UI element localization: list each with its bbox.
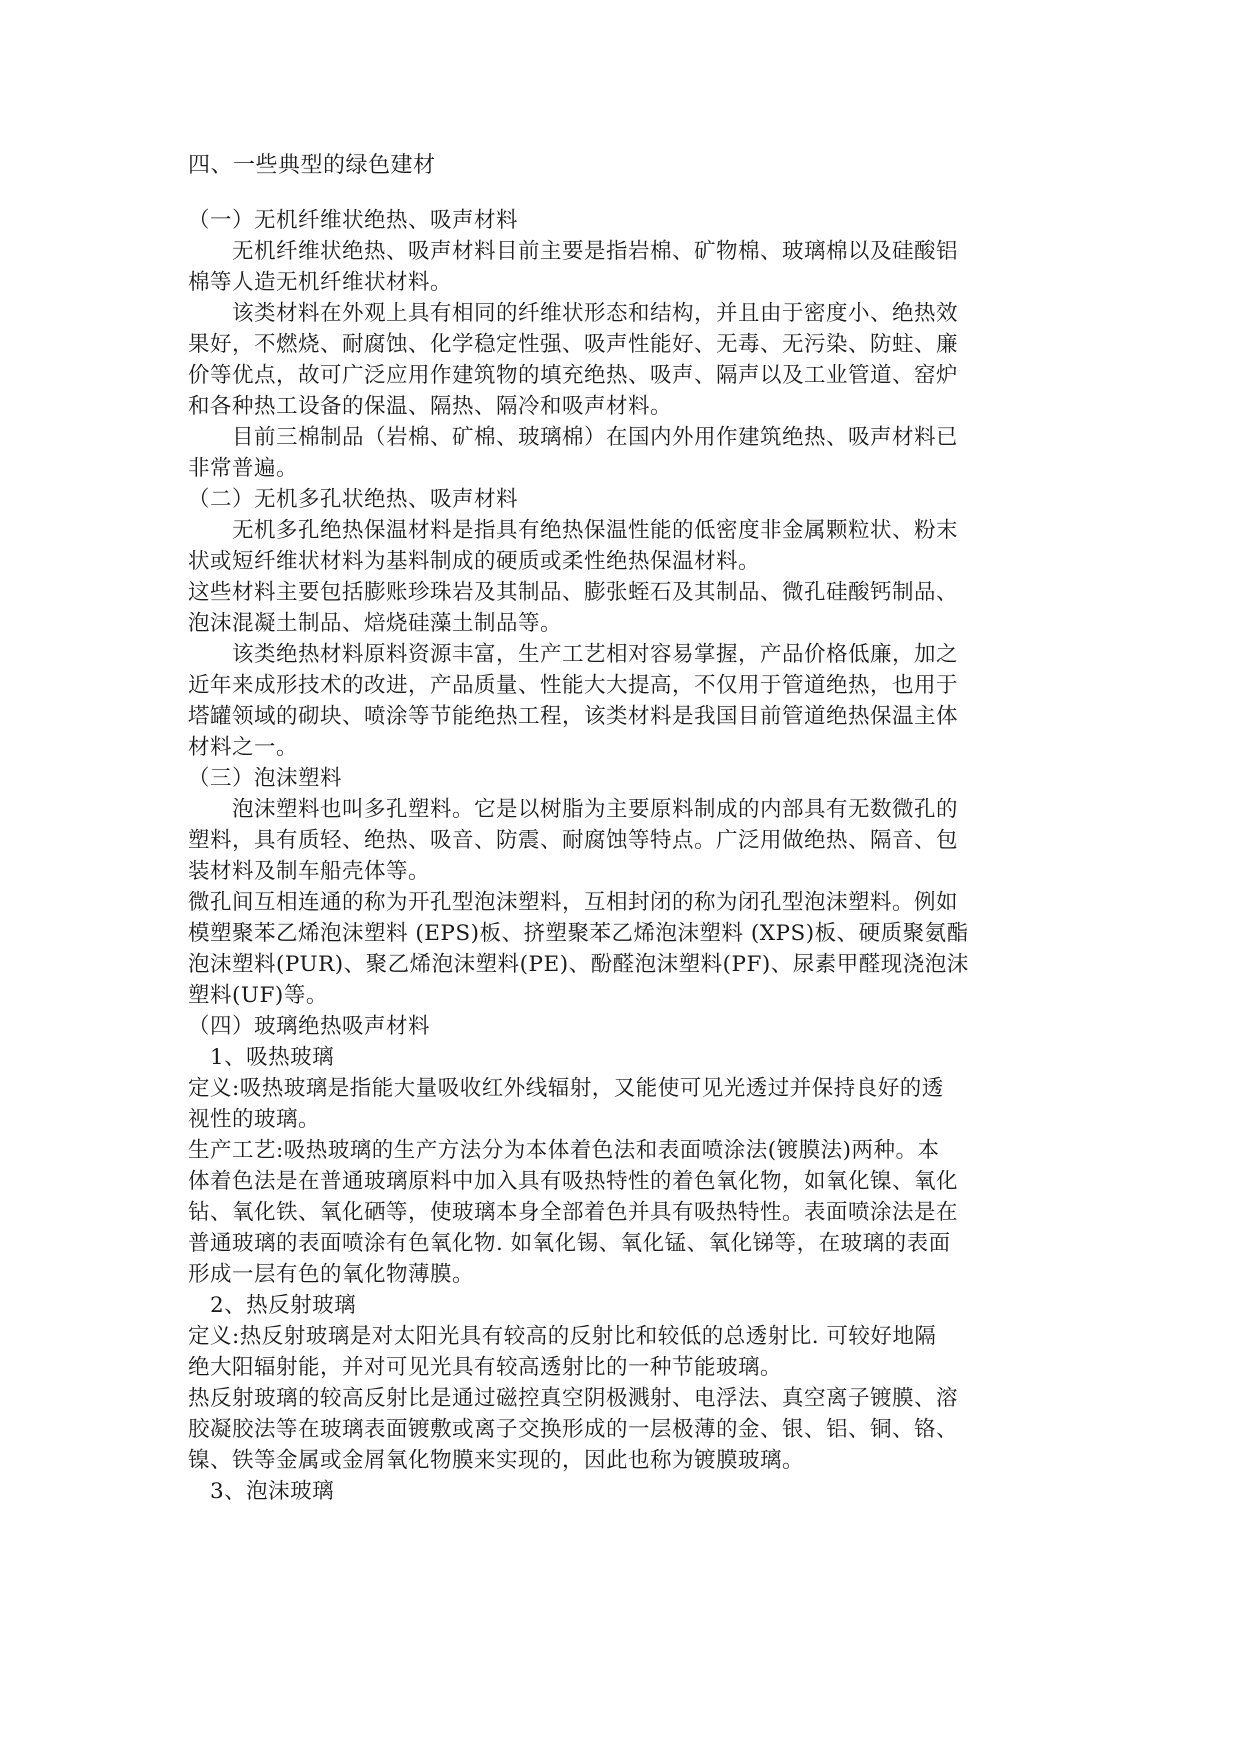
paragraph-line: 微孔间互相连通的称为开孔型泡沫塑料，互相封闭的称为闭孔型泡沫塑料。例如 <box>188 890 959 915</box>
paragraph-line: 状或短纤维状材料为基料制成的硬质或柔性绝热保温材料。 <box>188 549 761 574</box>
paragraph-line: 目前三棉制品（岩棉、矿棉、玻璃棉）在国内外用作建筑绝热、吸声材料已 <box>188 425 959 450</box>
subsection-heading-3: （三）泡沫塑料 <box>188 766 343 791</box>
paragraph-line: 材料之一。 <box>188 735 299 760</box>
paragraph-line: 普通玻璃的表面喷涂有色氧化物. 如氧化锡、氧化锰、氧化锑等，在玻璃的表面 <box>188 1231 951 1256</box>
subsection-heading-2: （二）无机多孔状绝热、吸声材料 <box>188 487 519 512</box>
paragraph-line: 和各种热工设备的保温、隔热、隔冷和吸声材料。 <box>188 394 673 419</box>
paragraph-line: 镍、铁等金属或金屑氧化物膜来实现的，因此也称为镀膜玻璃。 <box>188 1448 805 1473</box>
paragraph-line: 棉等人造无机纤维状材料。 <box>188 270 453 295</box>
paragraph-line: 塔罐领域的砌块、喷涂等节能绝热工程，该类材料是我国目前管道绝热保温主体 <box>188 704 959 729</box>
paragraph-line: 该类绝热材料原料资源丰富，生产工艺相对容易掌握，产品价格低廉，加之 <box>188 642 959 667</box>
paragraph-line: 无机纤维状绝热、吸声材料目前主要是指岩棉、矿物棉、玻璃棉以及硅酸铝 <box>188 239 959 264</box>
paragraph-line: 这些材料主要包括膨账珍珠岩及其制品、膨张蛭石及其制品、微孔硅酸钙制品、 <box>188 580 959 605</box>
paragraph-line: 泡沫塑料(PUR)、聚乙烯泡沫塑料(PE)、酚醛泡沫塑料(PF)、尿素甲醛现浇泡沫 <box>188 952 969 977</box>
paragraph-line: 塑料(UF)等。 <box>188 983 328 1008</box>
paragraph-line: 塑料，具有质轻、绝热、吸音、防震、耐腐蚀等特点。广泛用做绝热、隔音、包 <box>188 828 959 853</box>
paragraph-line: 该类材料在外观上具有相同的纤维状形态和结构，并且由于密度小、绝热效 <box>188 301 959 326</box>
paragraph-line: 定义:热反射玻璃是对太阳光具有较高的反射比和较低的总透射比. 可较好地隔 <box>188 1324 937 1349</box>
blank-line <box>188 181 1058 205</box>
paragraph-line: 生产工艺:吸热玻璃的生产方法分为本体着色法和表面喷涂法(镀膜法)两种。本 <box>188 1138 940 1163</box>
paragraph-line: 模塑聚苯乙烯泡沫塑料 (EPS)板、挤塑聚苯乙烯泡沫塑料 (XPS)板、硬质聚氨酯 <box>188 921 969 946</box>
paragraph-line: 泡沫混凝土制品、焙烧硅藻土制品等。 <box>188 611 563 636</box>
paragraph-line: 近年来成形技术的改进，产品质量、性能大大提高，不仅用于管道绝热，也用于 <box>188 673 959 698</box>
document-body <box>188 150 1058 1507</box>
paragraph-line: 果好，不燃烧、耐腐蚀、化学稳定性强、吸声性能好、无毒、无污染、防蛀、廉 <box>188 332 959 357</box>
item-heading-2: 2、热反射玻璃 <box>188 1293 357 1318</box>
paragraph-line: 无机多孔绝热保温材料是指具有绝热保温性能的低密度非金属颗粒状、粉末 <box>188 518 959 543</box>
paragraph-line: 泡沫塑料也叫多孔塑料。它是以树脂为主要原料制成的内部具有无数微孔的 <box>188 797 959 822</box>
paragraph-line: 视性的玻璃。 <box>188 1107 321 1132</box>
paragraph-line: 定义:吸热玻璃是指能大量吸收红外线辐射，又能使可见光透过并保持良好的透 <box>188 1076 944 1101</box>
section-title: 四、一些典型的绿色建材 <box>188 153 436 178</box>
paragraph-line: 热反射玻璃的较高反射比是通过磁控真空阴极溅射、电浮法、真空离子镀膜、溶 <box>188 1386 959 1411</box>
paragraph-line: 体着色法是在普通玻璃原料中加入具有吸热特性的着色氧化物，如氧化镍、氧化 <box>188 1169 959 1194</box>
subsection-heading-1: （一）无机纤维状绝热、吸声材料 <box>188 208 519 233</box>
paragraph-line: 非常普遍。 <box>188 456 299 481</box>
item-heading-3: 3、泡沫玻璃 <box>188 1479 335 1504</box>
paragraph-line: 装材料及制车船壳体等。 <box>188 859 431 884</box>
paragraph-line: 绝大阳辐射能，并对可见光具有较高透射比的一种节能玻璃。 <box>188 1355 783 1380</box>
paragraph-line: 形成一层有色的氧化物薄膜。 <box>188 1262 475 1287</box>
paragraph-line: 价等优点，故可广泛应用作建筑物的填充绝热、吸声、隔声以及工业管道、窑炉 <box>188 363 959 388</box>
paragraph-line: 胶凝胶法等在玻璃表面镀敷或离子交换形成的一层极薄的金、银、铝、铜、铬、 <box>188 1417 959 1442</box>
subsection-heading-4: （四）玻璃绝热吸声材料 <box>188 1014 431 1039</box>
paragraph-line: 钻、氧化铁、氧化硒等，使玻璃本身全部着色并具有吸热特性。表面喷涂法是在 <box>188 1200 959 1225</box>
item-heading-1: 1、吸热玻璃 <box>188 1045 335 1070</box>
